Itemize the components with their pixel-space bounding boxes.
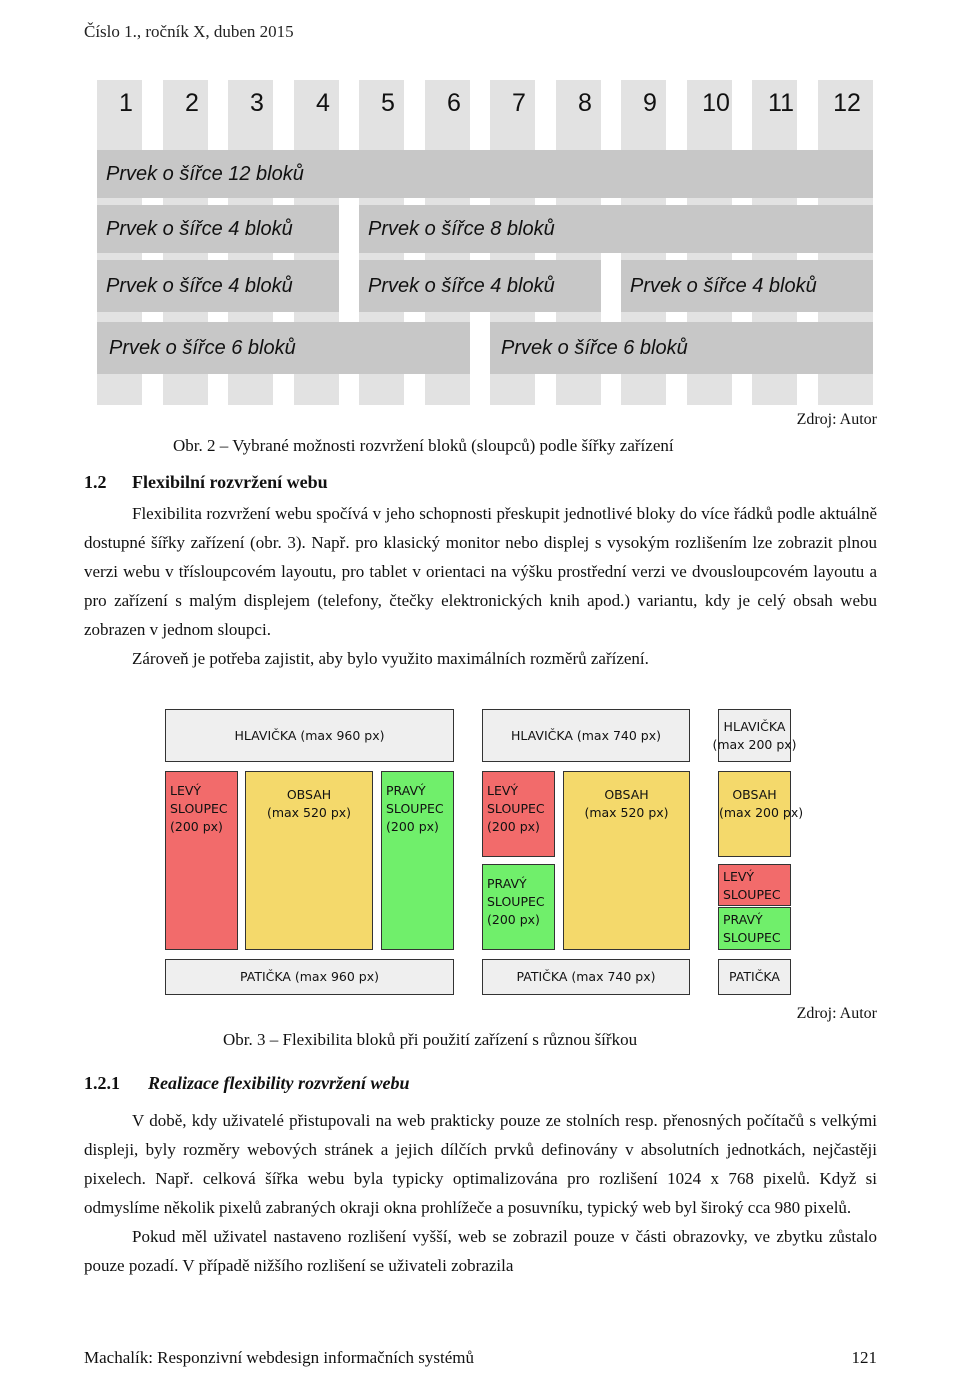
- block-label: LEVÝ: [723, 869, 755, 884]
- subsection-number: 1.2.1: [84, 1073, 120, 1093]
- left-column-block: [482, 771, 555, 857]
- right-column-block: [482, 864, 555, 950]
- paragraph: V době, kdy uživatelé přistupovali na web prakticky pouze ze stolních resp. přenosných počítačů s velkými displeji, byly rozměry webových stránek a jejich dílčích prvků definovány v absolutních jednotkách, nejčastěji pixelech. Např. celková šířka webu byla typicky optimalizována pro rozlišení 1024 x 768 pixelů. Když si odmyslíme několik pixelů zabraných okraji okna prohlížeče a posuvníku, typický web byl široký cca 980 pixelů.: [84, 1111, 877, 1217]
- block-label: SLOUPEC: [487, 801, 545, 816]
- footer-block: PATIČKA (max 740 px): [482, 959, 690, 995]
- subsection-body: [84, 1106, 877, 1280]
- block-label: (max 200 px): [712, 736, 797, 752]
- block-label: LEVÝ: [487, 783, 519, 798]
- column-number: 7: [512, 89, 526, 117]
- block-label: (max 200 px): [719, 805, 804, 820]
- column-number: 2: [185, 89, 199, 117]
- grid-block-6: Prvek o šířce 6 bloků: [490, 322, 873, 374]
- footer-block: PATIČKA: [718, 959, 791, 995]
- left-column-block: [718, 864, 791, 906]
- block-label: SLOUPEC: [170, 801, 228, 816]
- block-label: (200 px): [487, 912, 540, 927]
- content-block: [245, 771, 373, 950]
- block-label: SLOUPEC: [386, 801, 444, 816]
- column-number: 11: [768, 89, 794, 117]
- grid-block-6: Prvek o šířce 6 bloků: [97, 322, 470, 374]
- block-label: HLAVIČKA: [723, 718, 786, 734]
- block-label: OBSAH: [286, 787, 332, 802]
- block-label: SLOUPEC: [723, 930, 781, 945]
- grid-block-4: Prvek o šířce 4 bloků: [97, 260, 339, 312]
- content-block: [563, 771, 690, 950]
- column-number: 4: [316, 89, 330, 117]
- block-label: SLOUPEC: [723, 887, 781, 902]
- left-column-block: [165, 771, 238, 950]
- page-number: 121: [851, 1348, 877, 1367]
- block-label: OBSAH: [732, 787, 777, 802]
- grid-block-8: Prvek o šířce 8 bloků: [359, 205, 873, 253]
- block-label: PRAVÝ: [723, 912, 763, 927]
- grid-block-4: Prvek o šířce 4 bloků: [359, 260, 601, 312]
- block-label: OBSAH: [604, 787, 649, 802]
- header-block: [712, 709, 797, 762]
- figure-source: Zdroj: Autor: [796, 411, 877, 428]
- block-label: SLOUPEC: [487, 894, 545, 909]
- subsection-title: Realizace flexibility rozvržení webu: [148, 1073, 410, 1093]
- subsection-heading: [84, 1073, 409, 1094]
- grid-block-4: Prvek o šířce 4 bloků: [97, 205, 339, 253]
- right-column-block: [718, 907, 791, 950]
- footer-text: Machalík: Responzivní webdesign informačních systémů: [84, 1348, 474, 1367]
- grid-block-4: Prvek o šířce 4 bloků: [621, 260, 873, 312]
- column-number: 10: [702, 89, 730, 117]
- block-label: (max 520 px): [584, 805, 669, 820]
- page-footer: [84, 1348, 877, 1368]
- block-label: PRAVÝ: [487, 876, 527, 891]
- column-number: 1: [119, 89, 133, 117]
- column-number: 8: [578, 89, 592, 117]
- paragraph: Pokud měl uživatel nastaveno rozlišení vyšší, web se zobrazil pouze v části obrazovky, ve zbytku zůstalo pouze pozadí. V případě nižšího rozlišení se uživateli zobrazila: [84, 1227, 877, 1275]
- paragraph: Zároveň je potřeba zajistit, aby bylo využito maximálních rozměrů zařízení.: [132, 649, 649, 668]
- right-column-block: [381, 771, 454, 950]
- grid-block-12: Prvek o šířce 12 bloků: [97, 150, 873, 198]
- content-block: [718, 771, 804, 857]
- block-label: (200 px): [170, 819, 223, 834]
- paragraph: Flexibilita rozvržení webu spočívá v jeho schopnosti přeskupit jednotlivé bloky do více řádků podle aktuálně dostupné šířky zařízení (obr. 3). Např. pro klasický monitor nebo displej s vysokým rozlišením lze zobrazit plnou verzi webu v třísloupcovém layoutu, pro tablet v orientaci na výšku prostřední verzi ve dvousloupcovém layoutu a pro zařízení s malým displejem (telefony, čtečky elektronických knih apod.) variantu, kdy je celý obsah webu zobrazen v jednom sloupci.: [84, 504, 877, 639]
- running-header: Číslo 1., ročník X, duben 2015: [84, 22, 294, 41]
- column-number: 3: [250, 89, 264, 117]
- block-label: (max 520 px): [266, 805, 352, 820]
- header-block: HLAVIČKA (max 740 px): [482, 709, 690, 762]
- column-number: 9: [643, 89, 657, 117]
- figure-caption: Obr. 2 – Vybrané možnosti rozvržení bloků (sloupců) podle šířky zařízení: [173, 436, 674, 455]
- block-label: (200 px): [386, 819, 439, 834]
- figure-caption: Obr. 3 – Flexibilita bloků při použití zařízení s různou šířkou: [223, 1030, 638, 1049]
- block-label: LEVÝ: [170, 783, 202, 798]
- column-number: 5: [381, 89, 395, 117]
- figure-source: Zdroj: Autor: [796, 1005, 877, 1022]
- section-number: 1.2: [84, 472, 107, 492]
- column-number: 6: [447, 89, 461, 117]
- column-number: 12: [833, 89, 861, 117]
- section-title: Flexibilní rozvržení webu: [132, 472, 328, 492]
- footer-block: PATIČKA (max 960 px): [165, 959, 454, 995]
- block-label: PRAVÝ: [386, 783, 426, 798]
- header-block: HLAVIČKA (max 960 px): [165, 709, 454, 762]
- block-label: (200 px): [487, 819, 540, 834]
